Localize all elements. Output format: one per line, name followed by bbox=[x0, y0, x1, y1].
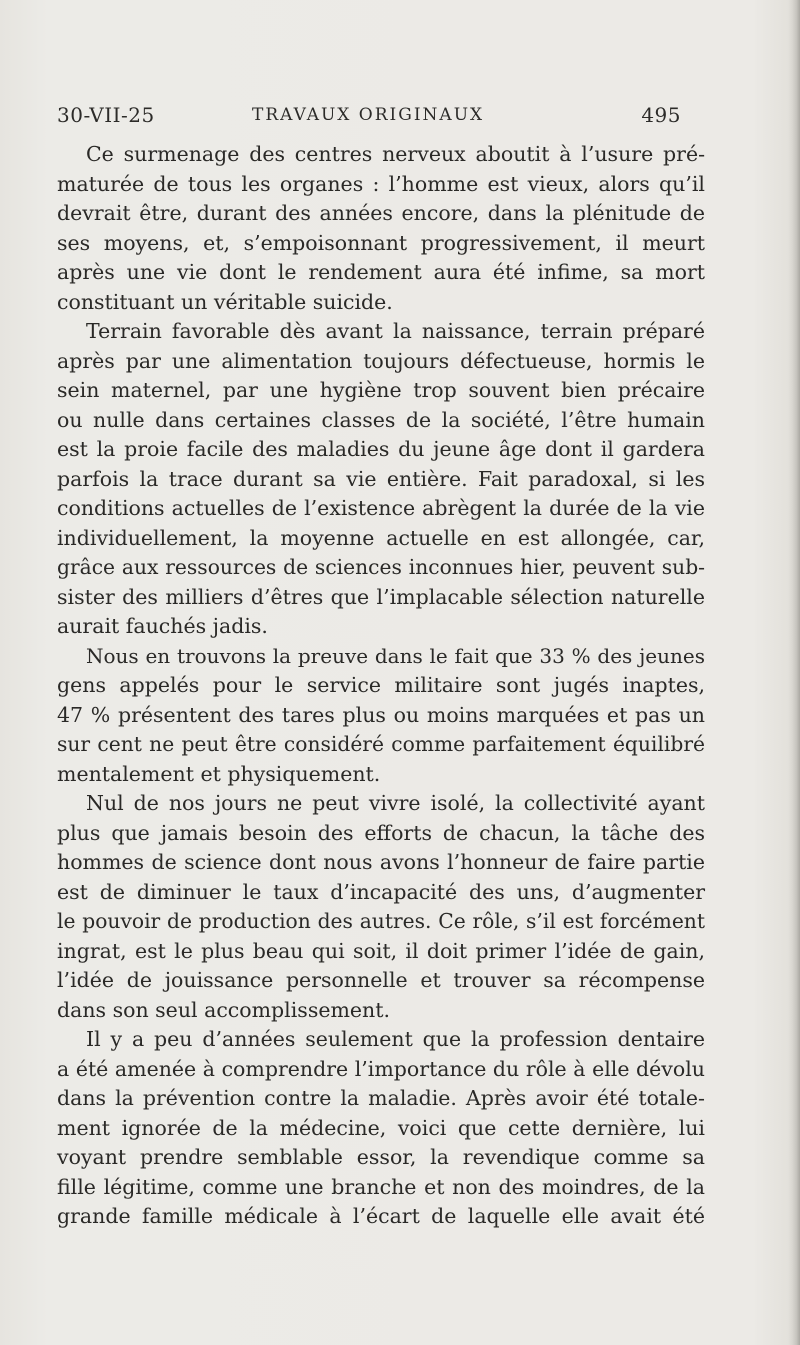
text-line: parfois la trace durant sa vie entière. Fait paradoxal, si les bbox=[57, 466, 705, 491]
text-line: ment ignorée de la médecine, voici que cette dernière, lui bbox=[57, 1115, 705, 1140]
body-text bbox=[57, 140, 705, 1232]
text-line: sur cent ne peut être considéré comme parfaitement équilibré bbox=[57, 732, 705, 756]
text-line: hommes de science dont nous avons l’honneur de faire partie bbox=[57, 850, 705, 874]
text-line: l’idée de jouissance personnelle et trouver sa récompense bbox=[57, 968, 705, 992]
text-line: Il y a peu d’années seulement que la profession dentaire bbox=[86, 1027, 705, 1051]
text-line: après par une alimentation toujours défectueuse, hormis le bbox=[57, 348, 705, 373]
header-section-title: TRAVAUX ORIGINAUX bbox=[252, 105, 485, 125]
paragraph-5 bbox=[57, 1025, 705, 1232]
paragraph-3 bbox=[57, 642, 705, 790]
text-line: Terrain favorable dès avant la naissance, terrain préparé bbox=[86, 319, 705, 343]
text-line: voyant prendre semblable essor, la revendique comme sa bbox=[57, 1145, 705, 1169]
text-line: Nul de nos jours ne peut vivre isolé, la collectivité ayant bbox=[86, 791, 705, 815]
text-line: Nous en trouvons la preuve dans le fait que 33 % des jeunes bbox=[86, 643, 705, 668]
text-line: aurait fauchés jadis. bbox=[57, 614, 268, 638]
text-line: dans son seul accomplissement. bbox=[57, 997, 390, 1022]
page-edge-shadow bbox=[788, 0, 800, 1345]
text-line: est la proie facile des maladies du jeune âge dont il gardera bbox=[57, 437, 705, 461]
text-line: sister des milliers d’êtres que l’implacable sélection naturelle bbox=[57, 584, 705, 609]
text-line: devrait être, durant des années encore, dans la plénitude de bbox=[57, 201, 705, 225]
text-line: plus que jamais besoin des efforts de chacun, la tâche des bbox=[57, 820, 705, 845]
text-line: maturée de tous les organes : l’homme est vieux, alors qu’il bbox=[57, 171, 705, 196]
paragraph-1 bbox=[57, 140, 705, 317]
text-line: individuellement, la moyenne actuelle en est allongée, car, bbox=[57, 525, 705, 550]
text-line: après une vie dont le rendement aura été infime, sa mort bbox=[57, 260, 705, 284]
text-line: sein maternel, par une hygiène trop souvent bien précaire bbox=[57, 378, 705, 402]
text-line: est de diminuer le taux d’incapacité des uns, d’augmenter bbox=[57, 879, 705, 904]
text-line: mentalement et physiquement. bbox=[57, 761, 381, 786]
paragraph-2 bbox=[57, 317, 705, 642]
header-date: 30-VII-25 bbox=[57, 103, 155, 127]
text-line: dans la prévention contre la maladie. Après avoir été totale- bbox=[57, 1086, 705, 1110]
text-line: a été amenée à comprendre l’importance du rôle à elle dévolu bbox=[57, 1056, 705, 1081]
text-line: grâce aux ressources de sciences inconnues hier, peuvent sub- bbox=[57, 555, 705, 579]
text-line: fille légitime, comme une branche et non des moindres, de la bbox=[57, 1174, 705, 1199]
text-line: conditions actuelles de l’existence abrègent la durée de la vie bbox=[57, 496, 705, 520]
running-header bbox=[57, 103, 681, 133]
text-line: constituant un véritable suicide. bbox=[57, 289, 393, 314]
text-line: le pouvoir de production des autres. Ce rôle, s’il est forcément bbox=[57, 909, 705, 933]
text-line: Ce surmenage des centres nerveux aboutit à l’usure pré- bbox=[86, 142, 705, 166]
paragraph-4 bbox=[57, 789, 705, 1025]
text-line: ou nulle dans certaines classes de la société, l’être humain bbox=[57, 407, 705, 432]
text-line: 47 % présentent des tares plus ou moins marquées et pas un bbox=[57, 702, 705, 727]
text-line: ingrat, est le plus beau qui soit, il doit primer l’idée de gain, bbox=[57, 938, 705, 963]
text-line: gens appelés pour le service militaire sont jugés inaptes, bbox=[57, 673, 705, 697]
text-line: ses moyens, et, s’empoisonnant progressivement, il meurt bbox=[57, 230, 705, 255]
page-number: 495 bbox=[641, 103, 681, 127]
text-line: grande famille médicale à l’écart de laquelle elle avait été bbox=[57, 1204, 705, 1228]
